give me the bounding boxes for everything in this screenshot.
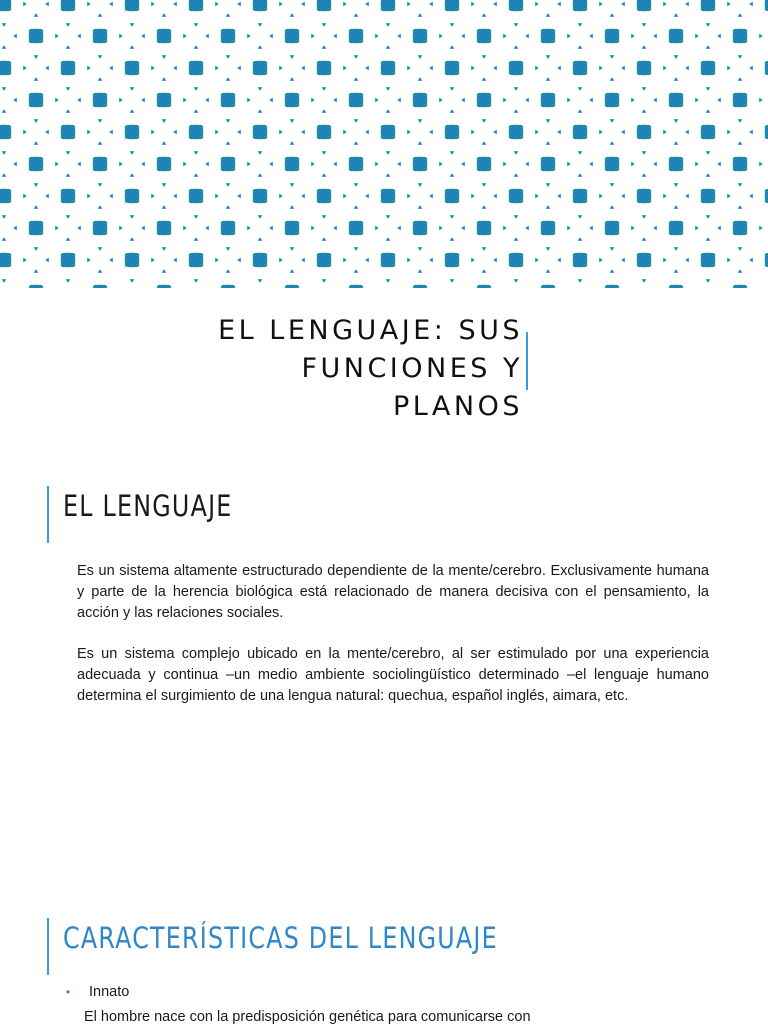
title-accent-bar — [526, 332, 528, 390]
section-heading-lenguaje: EL LENGUAJE — [63, 489, 233, 523]
decorative-pattern-banner — [0, 0, 768, 288]
slide-divider — [0, 430, 768, 431]
section-accent-bar — [47, 486, 49, 543]
section-heading-caracteristicas: CARACTERÍSTICAS DEL LENGUAJE — [63, 921, 498, 955]
title-line-2: PLANOS — [392, 391, 523, 422]
paragraph-definition: Es un sistema altamente estructurado dependiente de la mente/cerebro. Exclusivamente humana y parte de la herencia biológica está relacionado de manera decisiva con el pensamiento, la acción y las relaciones sociales. — [77, 563, 709, 621]
slide-divider — [0, 860, 768, 861]
title-line-1: EL LENGUAJE: SUS FUNCIONES Y — [218, 315, 523, 384]
bullet-detail-text: El hombre nace con la predisposición genética para comunicarse con — [84, 1009, 531, 1025]
bullet-marker: • — [66, 985, 71, 999]
section-accent-bar — [47, 918, 49, 975]
bullet-list-item — [66, 982, 129, 1003]
presentation-title — [60, 312, 523, 426]
paragraph-system: Es un sistema complejo ubicado en la mente/cerebro, al ser estimulado por una experiencia adecuada y continua –un medio ambiente sociolingüístico determinado –el lenguaje humano determina el surgimiento de una lengua natural: quechua, español inglés, aimara, etc. — [77, 646, 709, 704]
interlocking-circles-pattern — [0, 0, 768, 288]
bullet-label: Innato — [89, 984, 130, 1000]
